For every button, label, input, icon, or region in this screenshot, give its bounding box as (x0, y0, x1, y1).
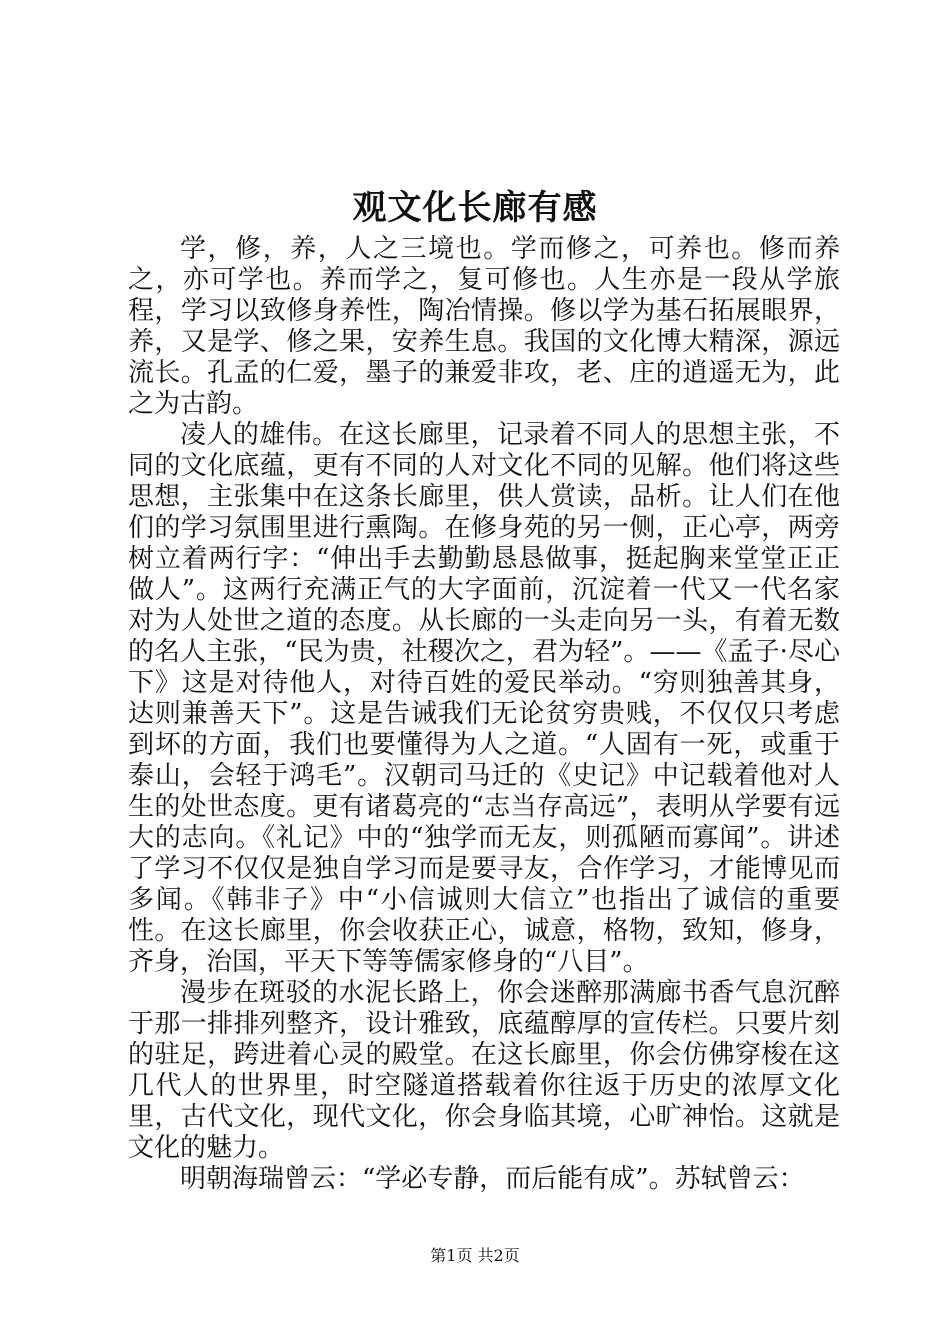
page-footer: 第1页 共2页 (430, 1246, 520, 1265)
document-body (128, 234, 840, 1195)
paragraph: 漫步在斑驳的水泥长路上，你会迷醉那满廊书香气息沉醉于那一排排列整齐，设计雅致，底蕴醇厚的宣传栏。只要片刻的驻足，跨进着心灵的殿堂。在这长廊里，你会仿佛穿梭在这几代人的世界里，时空隧道搭载着你往返于历史的浓厚文化里，古代文化，现代文化，你会身临其境，心旷神怡。这就是文化的魅力。 (128, 978, 840, 1163)
document-title: 观文化长廊有感 (352, 188, 598, 228)
paragraph: 凌人的雄伟。在这长廊里，记录着不同人的思想主张，不同的文化底蕴，更有不同的人对文化不同的见解。他们将这些思想，主张集中在这条长廊里，供人赏读，品析。让人们在他们的学习氛围里进行熏陶。在修身苑的另一侧，正心亭，两旁树立着两行字：“伸出手去勤勤恳恳做事，挺起胸来堂堂正正做人”。这两行充满正气的大字面前，沉淀着一代又一代名家对为人处世之道的态度。从长廊的一头走向另一头，有着无数的名人主张，“民为贵，社稷次之，君为轻”。——《孟子·尽心下》这是对待他人，对待百姓的爱民举动。“穷则独善其身，达则兼善天下”。这是告诫我们无论贫穷贵贱，不仅仅只考虑到坏的方面，我们也要懂得为人之道。“人固有一死，或重于泰山，会轻于鸿毛”。汉朝司马迁的《史记》中记载着他对人生的处世态度。更有诸葛亮的“志当存高远”，表明从学要有远大的志向。《礼记》中的“独学而无友，则孤陋而寡闻”。讲述了学习不仅仅是独自学习而是要寻友，合作学习，才能博见而多闻。《韩非子》中“小信诚则大信立”也指出了诚信的重要性。在这长廊里，你会收获正心，诚意，格物，致知，修身，齐身，治国，平天下等等儒家修身的“八目”。 (128, 420, 840, 977)
paragraph: 明朝海瑞曾云：“学必专静，而后能有成”。苏轼曾云： (180, 1164, 805, 1194)
paragraph: 学，修，养，人之三境也。学而修之，可养也。修而养之，亦可学也。养而学之，复可修也。人生亦是一段从学旅程，学习以致修身养性，陶冶情操。修以学为基石拓展眼界，养，又是学、修之果，安养生息。我国的文化博大精深，源远流长。孔孟的仁爱，墨子的兼爱非攻，老、庄的逍遥无为，此之为古韵。 (128, 234, 840, 419)
